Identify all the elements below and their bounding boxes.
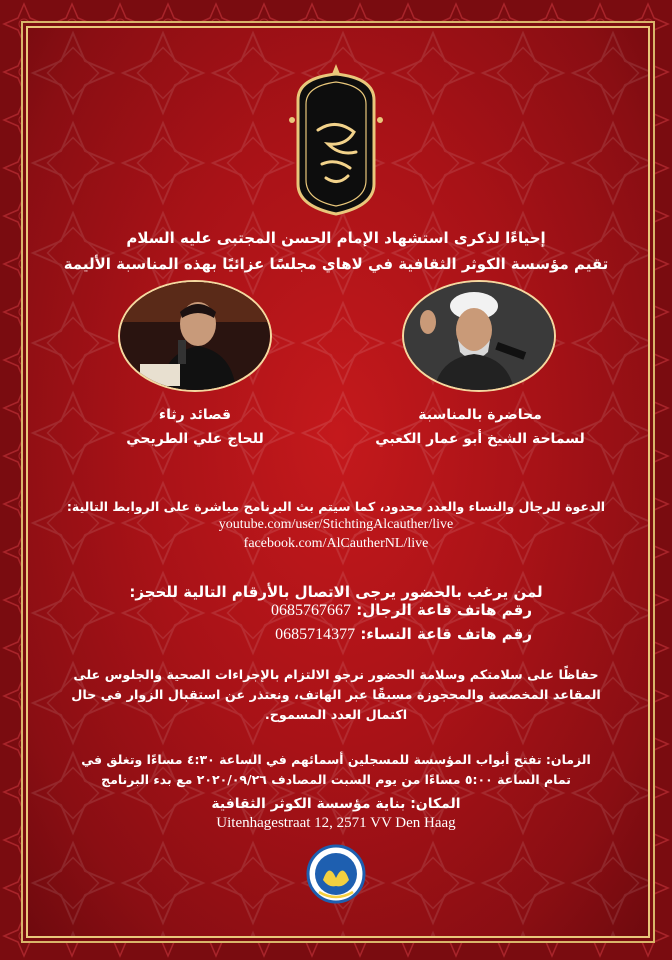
lecturer-photo (402, 280, 556, 392)
time-line-2: تمام الساعة ٥:٠٠ مساءًا من يوم السبت المصادف ٢٠٢٠/٠٩/٢٦ مع بدء البرنامج (101, 772, 571, 787)
booking-intro: لمن يرغب بالحضور يرجى الاتصال بالأرقام التالية للحجز: (129, 583, 543, 601)
place-text: المكان: بناية مؤسسة الكوثر الثقافية (211, 796, 461, 812)
reciter-photo (118, 280, 272, 392)
women-phone-number[interactable]: 0685714377 (275, 626, 356, 643)
women-phone-label: رقم هاتف قاعة النساء: (360, 625, 532, 643)
alcauther-logo (305, 842, 367, 912)
title-line-2: تقيم مؤسسة الكوثر الثقافية في لاهاي مجلسًا عزائيًا بهذه المناسبة الأليمة (63, 255, 609, 273)
calligraphy-emblem (278, 60, 394, 220)
reciter-name: للحاج علي الطريحي (126, 431, 264, 447)
health-line-2: المقاعد المخصصة والمحجوزة مسبقًا عبر الهاتف، ونعتذر عن استقبال الزوار في حال (71, 688, 601, 703)
men-phone-row (271, 601, 532, 620)
health-line-3: اكتمال العدد المسموح. (264, 708, 408, 723)
reciter-role: قصائد رثاء (158, 407, 232, 423)
invitation-text: الدعوة للرجال والنساء والعدد محدود، كما سيتم بث البرنامج مباشرة على الروابط التالية: (66, 499, 606, 514)
lecturer-name: لسماحة الشيخ أبو عمار الكعبي (375, 431, 585, 447)
facebook-link[interactable]: facebook.com/AlCautherNL/live (243, 536, 429, 551)
youtube-link[interactable]: youtube.com/user/StichtingAlcauther/live (218, 517, 454, 532)
address-text: Uitenhagestraat 12, 2571 VV Den Haag (216, 815, 456, 831)
men-phone-number[interactable]: 0685767667 (270, 602, 351, 619)
women-phone-row (275, 625, 532, 644)
time-line-1: الزمان: تفتح أبواب المؤسسة للمسجلين أسمائهم في الساعة ٤:٣٠ مساءًا وتغلق في (81, 752, 591, 767)
men-phone-label: رقم هاتف قاعة الرجال: (356, 601, 532, 619)
health-notice (66, 666, 606, 726)
health-line-1: حفاظًا على سلامتكم وسلامة الحضور نرجو الالتزام بالإجراءات الصحية والجلوس على (73, 668, 599, 683)
title-line-1: إحياءًا لذكرى استشهاد الإمام الحسن المجتبى عليه السلام (126, 229, 546, 247)
lecturer-role: محاضرة بالمناسبة (418, 407, 542, 423)
